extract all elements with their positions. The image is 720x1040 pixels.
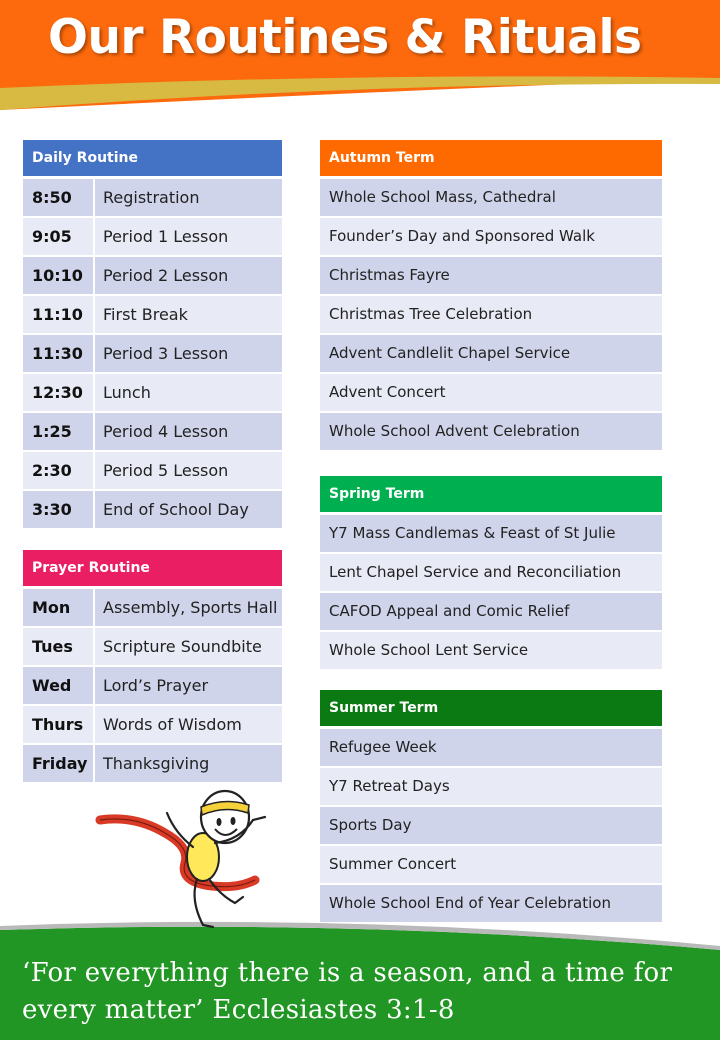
time-cell: 11:30: [23, 335, 95, 372]
event-text: Advent Concert: [329, 383, 446, 401]
activity-cell: Thanksgiving: [103, 754, 210, 773]
activity-cell: Scripture Soundbite: [103, 637, 262, 656]
day-cell: Mon: [23, 589, 95, 626]
table-row: [23, 179, 282, 218]
event-text: Y7 Mass Candlemas & Feast of St Julie: [329, 524, 616, 542]
daily-routine-heading: Daily Routine: [23, 140, 282, 176]
list-item: [320, 729, 662, 768]
spring-term-heading: Spring Term: [320, 476, 662, 512]
list-item: [320, 218, 662, 257]
list-item: [320, 413, 662, 452]
event-text: Sports Day: [329, 816, 412, 834]
spring-term-table: [320, 476, 662, 671]
activity-cell: Lunch: [103, 383, 151, 402]
event-text: Christmas Fayre: [329, 266, 450, 284]
list-item: [320, 179, 662, 218]
day-cell: Friday: [23, 745, 95, 782]
list-item: [320, 593, 662, 632]
activity-cell: Lord’s Prayer: [103, 676, 209, 695]
time-cell: 8:50: [23, 179, 95, 216]
event-text: Lent Chapel Service and Reconciliation: [329, 563, 622, 581]
table-row: [23, 413, 282, 452]
time-cell: 9:05: [23, 218, 95, 255]
table-row: [23, 218, 282, 257]
time-cell: 2:30: [23, 452, 95, 489]
autumn-term-heading: Autumn Term: [320, 140, 662, 176]
activity-cell: Period 5 Lesson: [103, 461, 229, 480]
list-item: [320, 335, 662, 374]
activity-cell: Period 1 Lesson: [103, 227, 229, 246]
list-item: [320, 515, 662, 554]
list-item: [320, 296, 662, 335]
time-cell: 3:30: [23, 491, 95, 528]
activity-cell: Assembly, Sports Hall: [103, 598, 278, 617]
autumn-term-table: [320, 140, 662, 452]
event-text: Founder’s Day and Sponsored Walk: [329, 227, 595, 245]
table-row: [23, 296, 282, 335]
event-text: Summer Concert: [329, 855, 457, 873]
table-row: [23, 706, 282, 745]
day-cell: Tues: [23, 628, 95, 665]
table-row: [23, 589, 282, 628]
daily-routine-table: [23, 140, 282, 530]
table-row: [23, 452, 282, 491]
activity-cell: Period 2 Lesson: [103, 266, 229, 285]
time-cell: 1:25: [23, 413, 95, 450]
event-text: Whole School Advent Celebration: [329, 422, 580, 440]
list-item: [320, 374, 662, 413]
time-cell: 12:30: [23, 374, 95, 411]
page-title: Our Routines & Rituals: [48, 10, 642, 65]
table-row: [23, 745, 282, 784]
prayer-routine-heading: Prayer Routine: [23, 550, 282, 586]
list-item: [320, 257, 662, 296]
event-text: Whole School End of Year Celebration: [329, 894, 611, 912]
list-item: [320, 807, 662, 846]
table-row: [23, 335, 282, 374]
time-cell: 11:10: [23, 296, 95, 333]
event-text: Refugee Week: [329, 738, 437, 756]
event-text: Advent Candlelit Chapel Service: [329, 344, 571, 362]
activity-cell: First Break: [103, 305, 188, 324]
time-cell: 10:10: [23, 257, 95, 294]
list-item: [320, 632, 662, 671]
table-row: [23, 491, 282, 530]
summer-term-heading: Summer Term: [320, 690, 662, 726]
summer-term-table: [320, 690, 662, 924]
activity-cell: Words of Wisdom: [103, 715, 242, 734]
activity-cell: Period 4 Lesson: [103, 422, 229, 441]
event-text: CAFOD Appeal and Comic Relief: [329, 602, 570, 620]
event-text: Whole School Lent Service: [329, 641, 529, 659]
activity-cell: Period 3 Lesson: [103, 344, 229, 363]
table-row: [23, 257, 282, 296]
event-text: Y7 Retreat Days: [329, 777, 450, 795]
footer-quote: ‘For everything there is a season, and a time for every matter’ Ecclesiastes 3:1-8: [22, 958, 673, 1025]
running-figure-illustration: [95, 785, 295, 940]
activity-cell: Registration: [103, 188, 200, 207]
day-cell: Thurs: [23, 706, 95, 743]
list-item: [320, 768, 662, 807]
table-row: [23, 667, 282, 706]
table-row: [23, 628, 282, 667]
event-text: Whole School Mass, Cathedral: [329, 188, 556, 206]
activity-cell: End of School Day: [103, 500, 249, 519]
list-item: [320, 846, 662, 885]
day-cell: Wed: [23, 667, 95, 704]
list-item: [320, 554, 662, 593]
prayer-routine-table: [23, 550, 282, 784]
table-row: [23, 374, 282, 413]
event-text: Christmas Tree Celebration: [329, 305, 533, 323]
